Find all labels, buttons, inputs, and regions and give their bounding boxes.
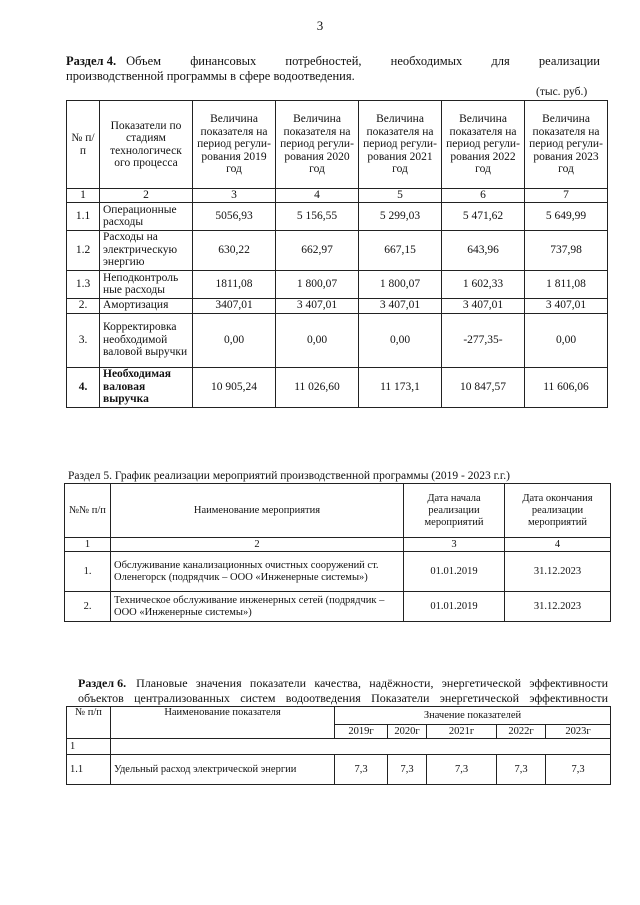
row-number: 1.2 [67,230,100,270]
page-number: 3 [316,18,324,33]
cell-value: 662,97 [276,230,359,270]
column-number-row [65,538,611,552]
cell-value: 0,00 [276,313,359,367]
col-number: 4 [276,189,359,203]
cell-value: 5 156,55 [276,202,359,230]
table-row [67,755,611,785]
col-header-2020: Величина показателя на период регули- рования 2020 год [276,101,359,189]
section4-heading [66,54,600,84]
col-header-number: № п/п [67,101,100,189]
table-row [67,230,608,270]
row-number: 1.3 [67,270,100,298]
table-header-row [65,484,611,538]
row-number: 1.1 [67,202,100,230]
cell-value: 10 847,57 [442,367,525,407]
cell-value: 0,00 [525,313,608,367]
start-date: 01.01.2019 [404,592,505,622]
row-number: 2. [67,298,100,313]
cell-value: 5 299,03 [359,202,442,230]
col-header-year: 2020г [388,725,427,739]
row-label: Удельный расход электрической энергии [111,755,335,785]
col-header-2019: Величина показателя на период регули- рования 2019 год [193,101,276,189]
col-number: 2 [100,189,193,203]
row-number: 1. [65,552,111,592]
section6-title-line2: объектов централизованных систем водоотведения Показатели энергетической эффективности [78,691,608,705]
col-header-year: 2022г [497,725,546,739]
cell-value: 667,15 [359,230,442,270]
section4-label: Раздел 4. [66,54,117,68]
col-header-year: 2021г [427,725,497,739]
cell-value: 0,00 [193,313,276,367]
col-number: 6 [442,189,525,203]
col-number: 3 [404,538,505,552]
cell-value: 1 811,08 [525,270,608,298]
table-row [67,298,608,313]
empty-cell [111,739,611,755]
cell-value: 11 173,1 [359,367,442,407]
cell-value: 7,3 [497,755,546,785]
cell-value: 5 649,99 [525,202,608,230]
section4-unit: (тыс. руб.) [536,86,588,98]
table-header-row [67,707,611,725]
cell-value: -277,35- [442,313,525,367]
cell-value: 3 407,01 [276,298,359,313]
cell-value: 7,3 [335,755,388,785]
row-label: Операционные расходы [100,202,193,230]
col-number: 2 [111,538,404,552]
col-header-number: №№ п/п [65,484,111,538]
section6-label: Раздел 6. [78,676,127,690]
cell-value: 11 606,06 [525,367,608,407]
row-label: Амортизация [100,298,193,313]
row-label: Неподконтроль ные расходы [100,270,193,298]
table-row-total [67,367,608,407]
col-header-end-date: Дата окончания реализации мероприятий [505,484,611,538]
table-row [65,592,611,622]
end-date: 31.12.2023 [505,552,611,592]
section5-heading: Раздел 5. График реализации мероприятий производственной программы (2019 - 2023 г.г.) [68,470,511,482]
col-number: 1 [67,189,100,203]
col-header-2021: Величина показателя на период регули- рования 2021 год [359,101,442,189]
cell-value: 630,22 [193,230,276,270]
col-header-year: 2019г [335,725,388,739]
activity-name: Обслуживание канализационных очистных сооружений ст. Оленегорск (подрядчик – ООО «Инженерные системы») [111,552,404,592]
col-number: 3 [193,189,276,203]
cell-value: 1 800,07 [276,270,359,298]
activity-name: Техническое обслуживание инженерных сетей (подрядчик – ООО «Инженерные системы») [111,592,404,622]
table-header-row [67,101,608,189]
cell-value: 7,3 [427,755,497,785]
column-number-row [67,189,608,203]
cell-value: 7,3 [546,755,611,785]
col-header-indicator: Показатели по стадиям технологическ ого процесса [100,101,193,189]
section6-heading [78,676,608,706]
cell-value: 3 407,01 [525,298,608,313]
row-label: Корректировка необходимой валовой выручки [100,313,193,367]
start-date: 01.01.2019 [404,552,505,592]
table-row [67,270,608,298]
cell-value: 11 026,60 [276,367,359,407]
col-header-activity: Наименование мероприятия [111,484,404,538]
section4-title-line1: Объем финансовых потребностей, необходимых для реализации [126,54,600,68]
cell-value: 0,00 [359,313,442,367]
col-header-start-date: Дата начала реализации мероприятий [404,484,505,538]
cell-value: 10 905,24 [193,367,276,407]
table-row [67,202,608,230]
cell-value: 737,98 [525,230,608,270]
col-header-indicator: Наименование показателя [111,707,335,739]
cell-value: 3 407,01 [442,298,525,313]
col-number: 1 [65,538,111,552]
col-header-year: 2023г [546,725,611,739]
row-number: 1 [67,739,111,755]
cell-value: 7,3 [388,755,427,785]
table-row [65,552,611,592]
col-header-number: № п/п [67,707,111,739]
section4-title-line2: производственной программы в сфере водоотведения. [66,69,355,83]
col-number: 4 [505,538,611,552]
cell-value: 643,96 [442,230,525,270]
row-number: 4. [67,367,100,407]
col-header-2023: Величина показателя на период регули- рования 2023 год [525,101,608,189]
financial-needs-table [66,100,608,408]
efficiency-table [66,706,611,785]
col-header-values: Значение показателей [335,707,611,725]
cell-value: 1811,08 [193,270,276,298]
end-date: 31.12.2023 [505,592,611,622]
row-number: 3. [67,313,100,367]
table-row [67,313,608,367]
cell-value: 3407,01 [193,298,276,313]
table-row [67,739,611,755]
row-label: Расходы на электрическую энергию [100,230,193,270]
row-number: 2. [65,592,111,622]
col-number: 5 [359,189,442,203]
row-number: 1.1 [67,755,111,785]
cell-value: 1 602,33 [442,270,525,298]
cell-value: 1 800,07 [359,270,442,298]
cell-value: 3 407,01 [359,298,442,313]
cell-value: 5056,93 [193,202,276,230]
col-number: 7 [525,189,608,203]
cell-value: 5 471,62 [442,202,525,230]
section6-title-line1: Плановые значения показатели качества, надёжности, энергетической эффективности [136,676,608,690]
schedule-table [64,483,611,622]
col-header-2022: Величина показателя на период регули- рования 2022 год [442,101,525,189]
row-label: Необходимая валовая выручка [100,367,193,407]
